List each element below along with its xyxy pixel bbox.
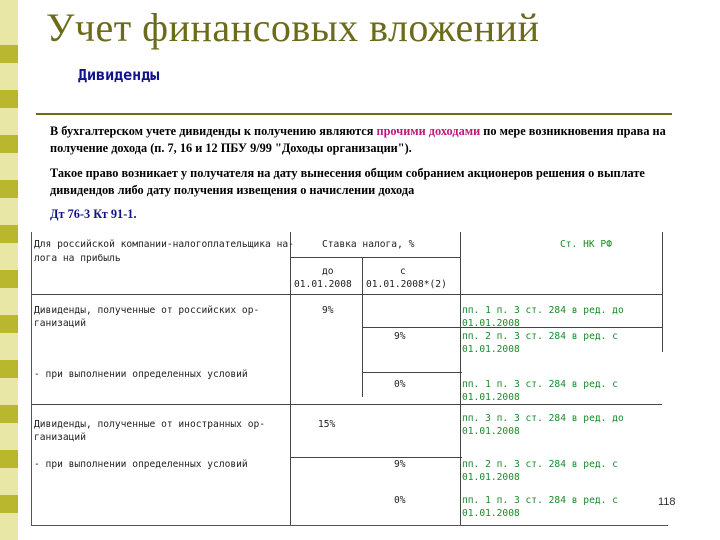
sidebar-square bbox=[0, 180, 18, 198]
article-ref: пп. 3 п. 3 ст. 284 в ред. до bbox=[462, 413, 624, 424]
header-article: Ст. НК РФ bbox=[560, 239, 612, 250]
slide-subtitle: Дивиденды bbox=[78, 66, 160, 84]
table-grid-line bbox=[290, 257, 460, 258]
sidebar-square bbox=[0, 90, 18, 108]
article-ref: пп. 1 п. 3 ст. 284 в ред. с bbox=[462, 495, 618, 506]
sidebar-square bbox=[0, 45, 18, 63]
sidebar-square bbox=[0, 270, 18, 288]
page-number: 118 bbox=[658, 496, 676, 508]
header-country: лога на прибыль bbox=[34, 253, 121, 264]
row-label: - при выполнении определенных условий bbox=[34, 459, 248, 470]
row-label: ганизаций bbox=[34, 432, 86, 443]
sidebar-square bbox=[0, 135, 18, 153]
row-label: Дивиденды, полученные от российских ор- bbox=[34, 305, 260, 316]
sidebar-square bbox=[0, 360, 18, 378]
sidebar-square bbox=[0, 450, 18, 468]
header-after-2008: 01.01.2008*(2) bbox=[366, 279, 447, 290]
article-ref: пп. 1 п. 3 ст. 284 в ред. до bbox=[462, 305, 624, 316]
article-ref: 01.01.2008 bbox=[462, 318, 520, 329]
table-grid-line bbox=[290, 232, 291, 525]
rate-value: 15% bbox=[318, 419, 336, 430]
paragraph-text: В бухгалтерском учете дивиденды к получению являются bbox=[50, 124, 377, 138]
row-label: - при выполнении определенных условий bbox=[34, 369, 248, 380]
header-rate: Ставка налога, % bbox=[322, 239, 415, 250]
rate-value: 9% bbox=[394, 331, 406, 342]
paragraph-income bbox=[50, 123, 680, 157]
rate-value: 0% bbox=[394, 495, 406, 506]
header-before-2008: 01.01.2008 bbox=[294, 279, 352, 290]
article-ref: 01.01.2008 bbox=[462, 344, 520, 355]
article-ref: пп. 2 п. 3 ст. 284 в ред. с bbox=[462, 459, 618, 470]
table-grid-line bbox=[32, 294, 662, 295]
article-ref: 01.01.2008 bbox=[462, 472, 520, 483]
sidebar-square bbox=[0, 225, 18, 243]
rate-value: 9% bbox=[322, 305, 334, 316]
highlight-other-income: прочими доходами bbox=[376, 124, 481, 138]
row-label: ганизаций bbox=[34, 318, 86, 329]
table-grid-line bbox=[290, 457, 462, 458]
sidebar-square bbox=[0, 315, 18, 333]
row-label: Дивиденды, полученные от иностранных ор- bbox=[34, 419, 266, 430]
header-after-2008: с bbox=[400, 266, 406, 277]
table-grid-line bbox=[362, 372, 462, 373]
header-country: Для российской компании-налогоплательщика на- bbox=[34, 239, 294, 250]
article-ref: 01.01.2008 bbox=[462, 426, 520, 437]
slide-title: Учет финансовых вложений bbox=[46, 5, 540, 50]
article-ref: 01.01.2008 bbox=[462, 508, 520, 519]
accounting-entry: Дт 76-3 Кт 91-1. bbox=[50, 207, 137, 221]
scanned-tax-table bbox=[31, 232, 668, 526]
table-grid-line bbox=[460, 232, 461, 525]
decorative-sidebar bbox=[0, 0, 18, 540]
table-grid-line bbox=[32, 404, 662, 405]
sidebar-square bbox=[0, 405, 18, 423]
article-ref: пп. 2 п. 3 ст. 284 в ред. с bbox=[462, 331, 618, 342]
title-divider bbox=[36, 113, 672, 115]
sidebar-square bbox=[0, 495, 18, 513]
article-ref: пп. 1 п. 3 ст. 284 в ред. с bbox=[462, 379, 618, 390]
table-grid-line bbox=[662, 232, 663, 352]
rate-value: 0% bbox=[394, 379, 406, 390]
rate-value: 9% bbox=[394, 459, 406, 470]
paragraph-text: по мере возникновения права на получение дохода (п. 7, 16 и 12 ПБУ 9/99 "Доходы организации"). bbox=[50, 124, 666, 155]
header-before-2008: до bbox=[322, 266, 334, 277]
paragraph-right-date: Такое право возникает у получателя на дату вынесения общим собранием акционеров решения о выплате дивидендов либо дату получения извещения о начислении дохода bbox=[50, 166, 645, 197]
article-ref: 01.01.2008 bbox=[462, 392, 520, 403]
